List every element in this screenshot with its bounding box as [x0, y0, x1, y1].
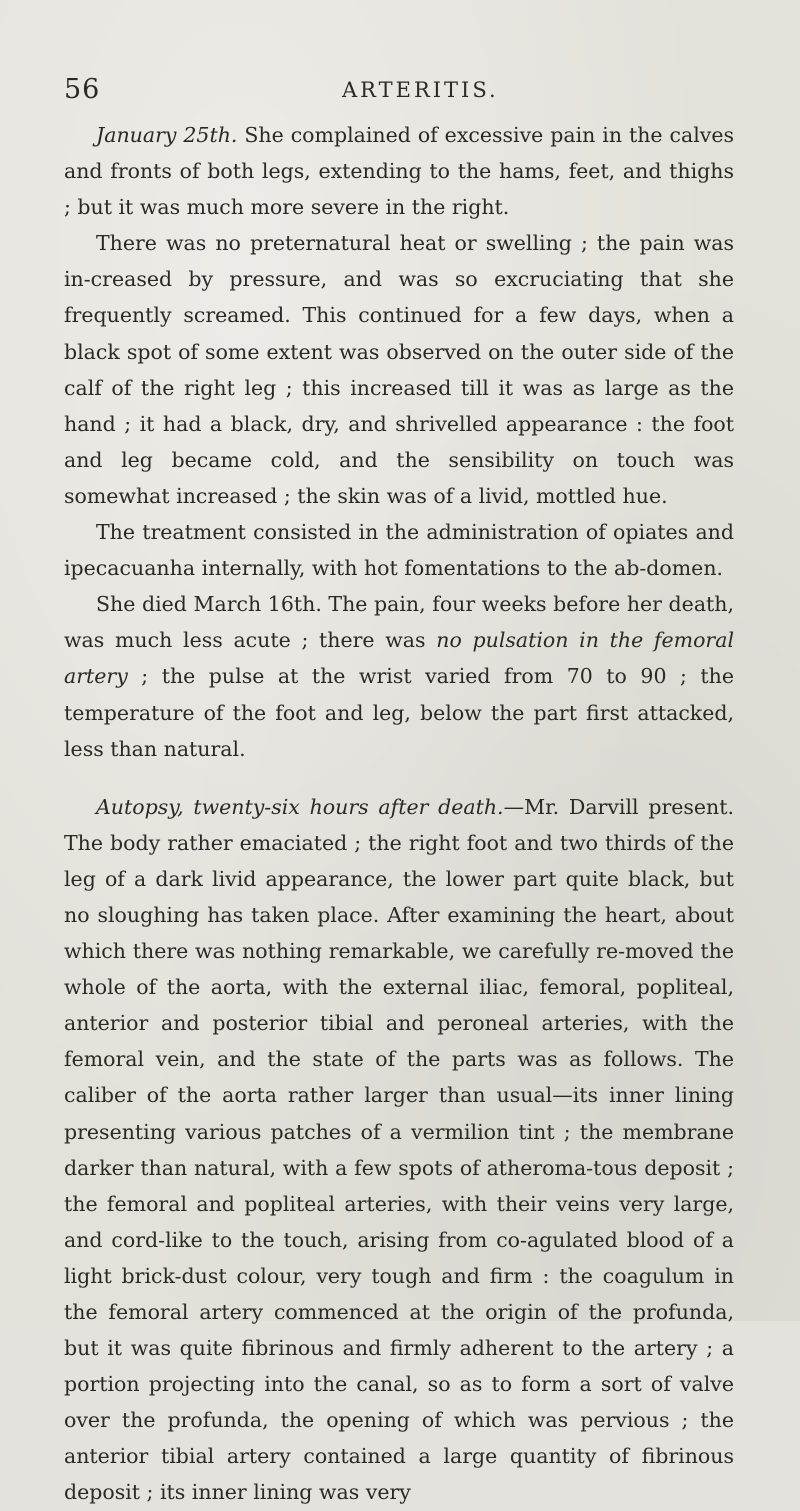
- paragraph-treatment: [64, 514, 734, 586]
- paragraph-symptoms: [64, 225, 734, 514]
- paragraph-text: The treatment consisted in the administration of opiates and ipecacuanha internally, with hot fomentations to the ab-domen.: [64, 520, 734, 581]
- paragraph-text: —Mr. Darvill present. The body rather emaciated ; the right foot and two thirds of the leg of a dark livid appearance, the lower part quite black, but no sloughing has taken place. After examining the heart, about which there was nothing remarkable, we carefully re-moved the whole of the aorta, with the external iliac, femoral, popliteal, anterior and posterior tibial and peroneal arteries, with the femoral vein, and the state of the parts was as follows. The caliber of the aorta rather larger than usual—its inner lining presenting various patches of a vermilion tint ; the membrane darker than natural, with a few spots of atheroma-tous deposit ; the femoral and popliteal arteries, with their veins very large, and cord-like to the touch, arising from co-agulated blood of a light brick-dust colour, very tough and firm : the coagulum in the femoral artery commenced at the origin of the profunda, but it was quite fibrinous and firmly adherent to the artery ; a portion projecting into the canal, so as to form a sort of valve over the profunda, the opening of which was pervious ; the anterior tibial artery contained a large quantity of fibrinous deposit ; its inner lining was very: [64, 794, 734, 1505]
- emphasis-text: no pulsation in the femoral artery: [64, 628, 735, 689]
- paragraph-text: She died March 16th. The pain, four weeks before her death, was much less acute ; there was: [64, 592, 734, 653]
- paragraph-january: [64, 117, 734, 225]
- paragraph-death: [64, 586, 734, 766]
- paragraph-text: She complained of excessive pain in the calves and fronts of both legs, extending to the hams, feet, and thighs ; but it was much more severe in the right.: [64, 123, 734, 220]
- running-head: [64, 74, 734, 106]
- paragraph-text: There was no preternatural heat or swelling ; the pain was in-creased by pressure, and was so excruciating that she frequently screamed. This continued for a few days, when a black spot of some extent was observed on the outer side of the calf of the right leg ; this increased till it was as large as the hand ; it had a black, dry, and shrivelled appearance : the foot and leg became cold, and the sensibility on touch was somewhat increased ; the skin was of a livid, mottled hue.: [64, 231, 734, 508]
- paragraph-autopsy: [64, 789, 734, 1511]
- body-text: [64, 117, 734, 1511]
- page-number: 56: [64, 74, 101, 105]
- running-title: ARTERITIS.: [342, 78, 499, 102]
- paragraph-text: ; the pulse at the wrist varied from 70 to 90 ; the temperature of the foot and leg, below the part first attacked, less than natural.: [64, 664, 734, 761]
- autopsy-heading: Autopsy, twenty-six hours after death.: [96, 794, 504, 819]
- date-heading: January 25th.: [96, 123, 238, 147]
